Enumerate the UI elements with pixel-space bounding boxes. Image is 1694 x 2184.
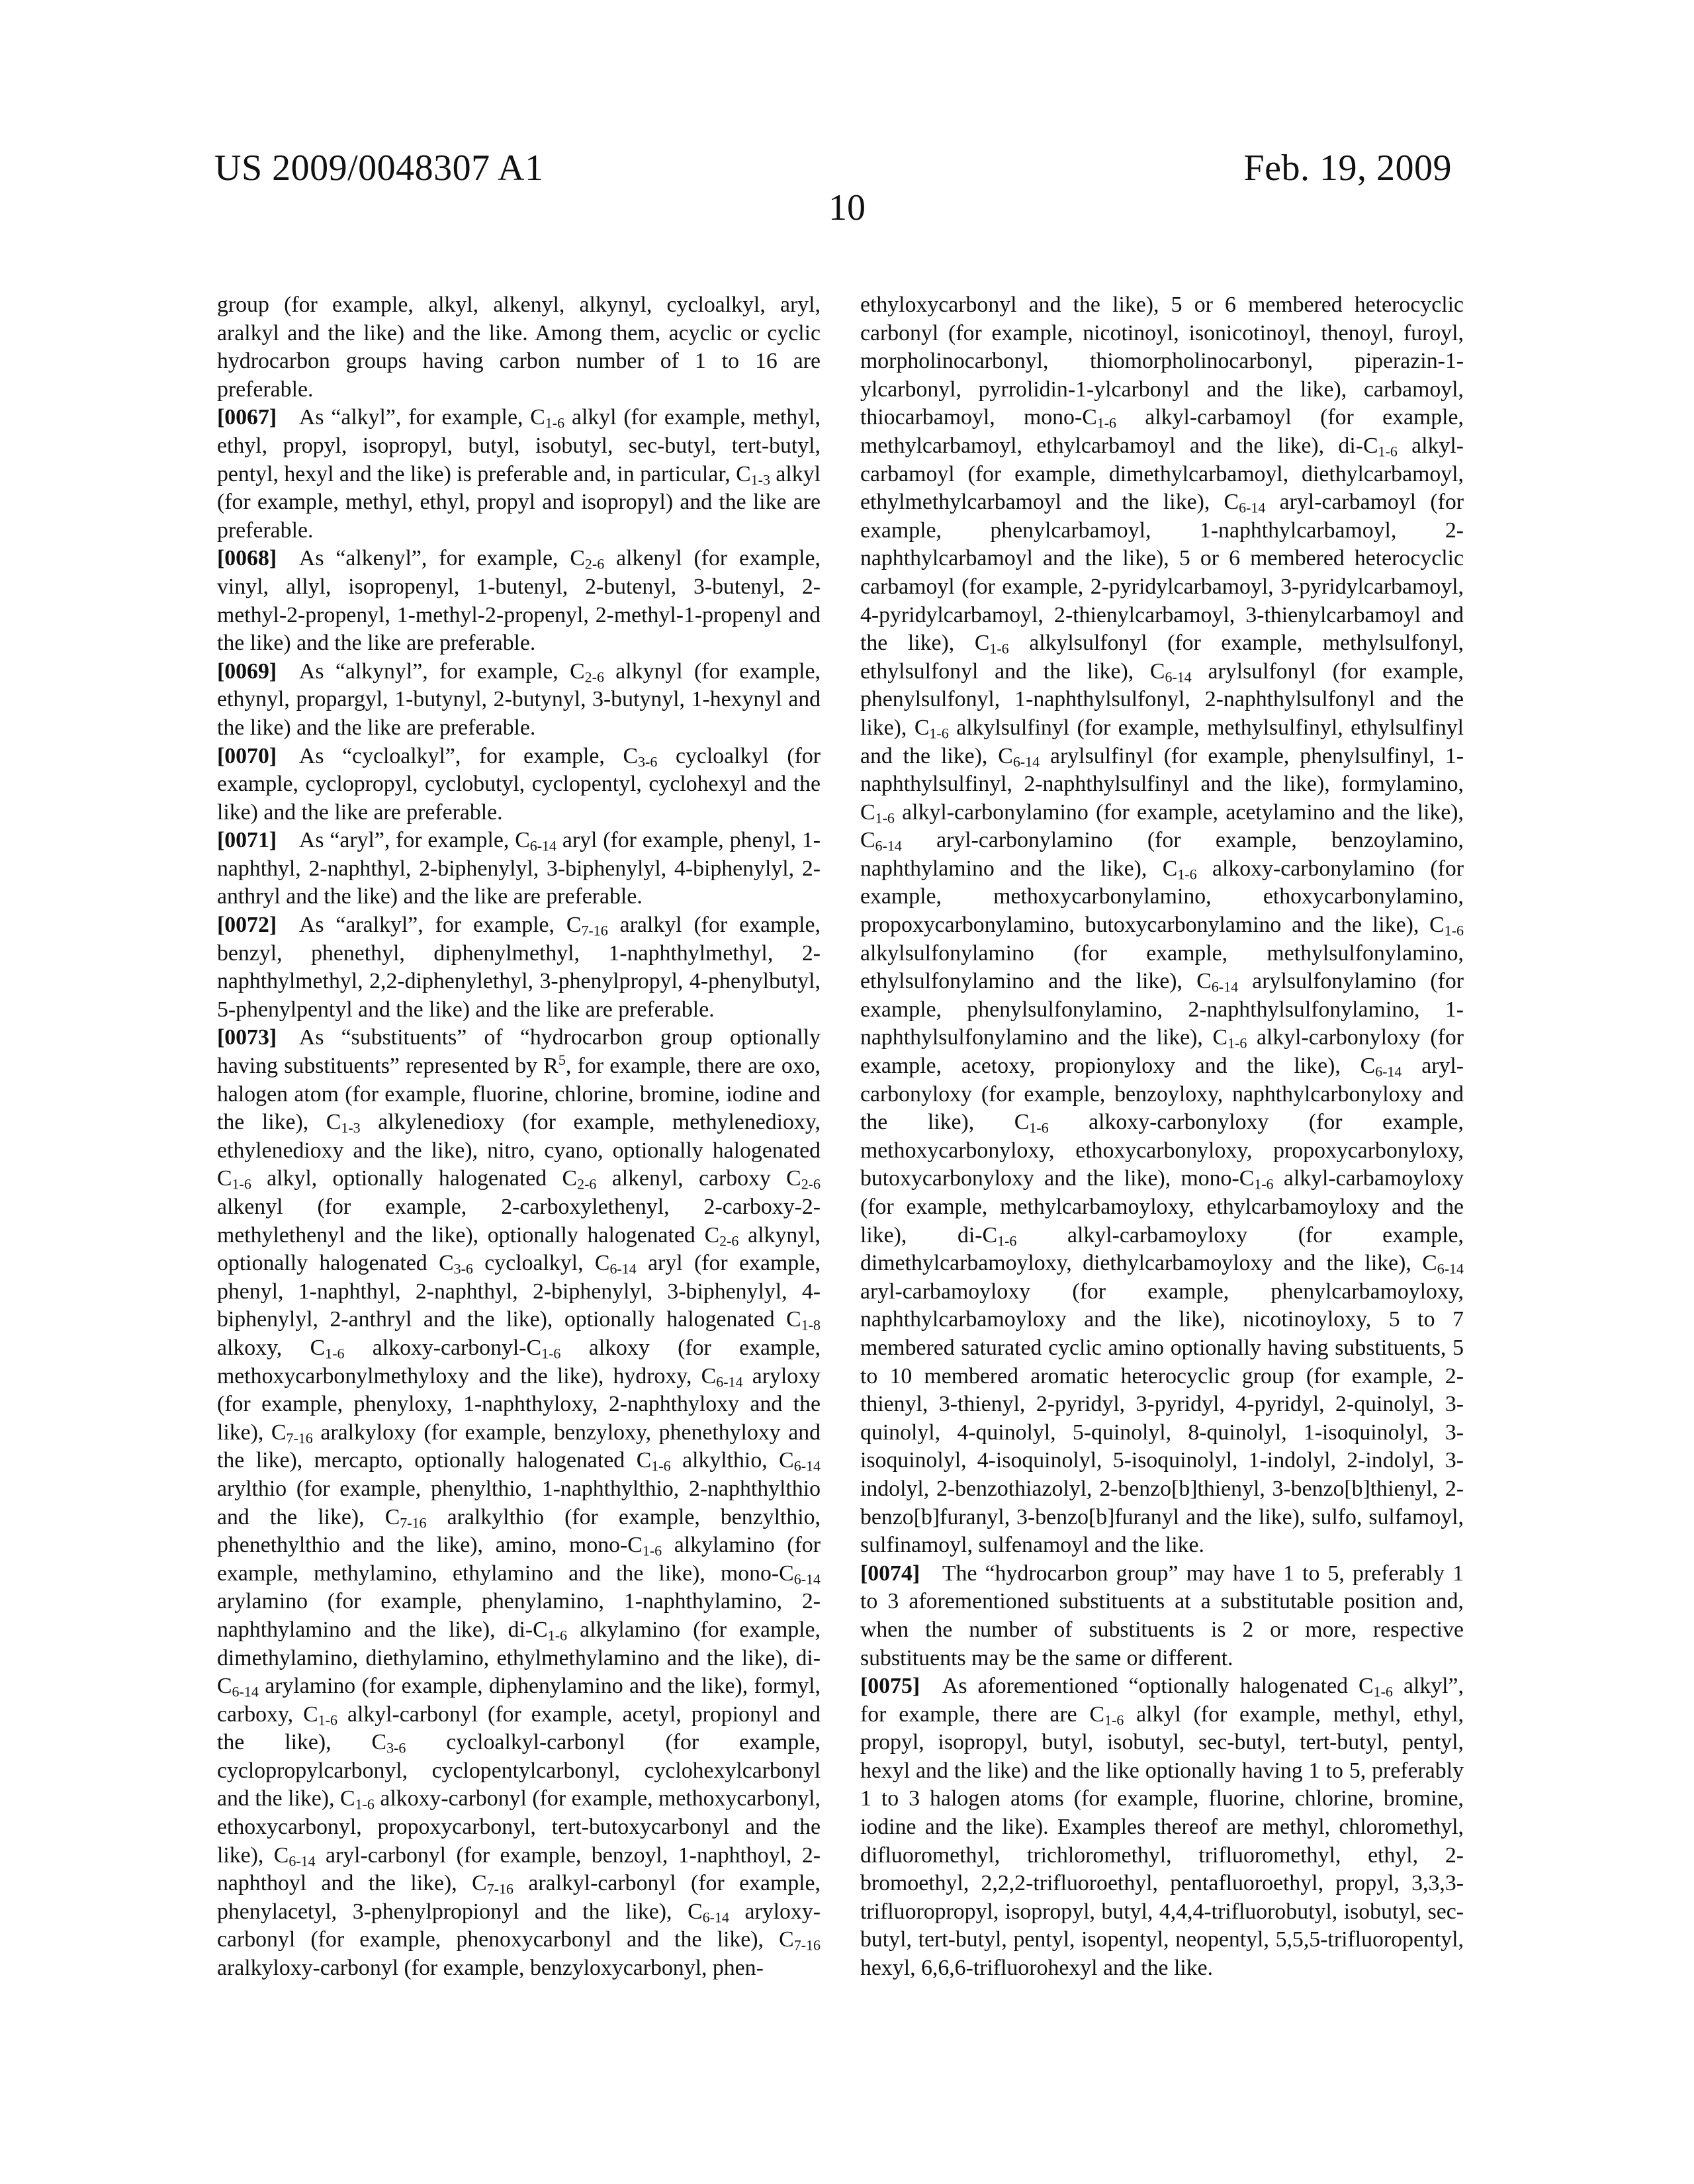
right-text-column <box>860 291 1464 1983</box>
paragraph-text: The “hydrocarbon group” may have 1 to 5, preferably 1 to 3 aforementioned substituents at a substitutable position and, when the number of substituents is 2 or more, respective substituents may be the same or different. <box>860 1561 1464 1670</box>
paragraph-text: As aforementioned “optionally halogenated C1-6 alkyl”, for example, there are C1-6 alkyl (for example, methyl, ethyl, propyl, isopropyl, butyl, isobutyl, sec-butyl, tert-butyl, pentyl, hexyl and the like) and the like optionally having 1 to 5, preferably 1 to 3 halogen atoms (for example, fluorine, chlorine, bromine, iodine and the like). Examples thereof are methyl, chloromethyl, difluoromethyl, trichloromethyl, trifluoromethyl, ethyl, 2-bromoethyl, 2,2,2-trifluoroethyl, pentafluoroethyl, propyl, 3,3,3-trifluoropropyl, isopropyl, butyl, 4,4,4-trifluorobutyl, isobutyl, sec-butyl, tert-butyl, pentyl, isopentyl, neopentyl, 5,5,5-trifluoropentyl, hexyl, 6,6,6-trifluorohexyl and the like. <box>860 1674 1464 1980</box>
paragraph-number: [0071] <box>217 828 277 852</box>
paragraph <box>217 545 821 657</box>
paragraph-number: [0070] <box>217 744 277 768</box>
left-text-column <box>217 291 821 1983</box>
paragraph-number: [0074] <box>860 1561 920 1586</box>
paragraph-text: As “alkenyl”, for example, C2-6 alkenyl (for example, vinyl, allyl, isopropenyl, 1-butenyl, 2-butenyl, 3-butenyl, 2-methyl-2-propenyl, 1-methyl-2-propenyl, 2-methyl-1-propenyl and the like) and the like are preferable. <box>217 546 821 655</box>
paragraph-text: As “aryl”, for example, C6-14 aryl (for example, phenyl, 1-naphthyl, 2-naphthyl, 2-biphenylyl, 3-biphenylyl, 4-biphenylyl, 2-anthryl and the like) and the like are preferable. <box>217 828 821 909</box>
page-number: 10 <box>0 187 1694 229</box>
paragraph-number: [0069] <box>217 659 277 684</box>
publication-date: Feb. 19, 2009 <box>1244 147 1452 189</box>
paragraph <box>217 911 821 1024</box>
paragraph <box>217 658 821 743</box>
paragraph <box>860 1560 1464 1672</box>
paragraph <box>217 404 821 545</box>
paragraph <box>217 743 821 827</box>
paragraph <box>217 291 821 404</box>
paragraph-text: group (for example, alkyl, alkenyl, alkynyl, cycloalkyl, aryl, aralkyl and the like) and the like. Among them, acyclic or cyclic hydrocarbon groups having carbon number of 1 to 16 are preferable. <box>217 293 821 402</box>
paragraph-number: [0073] <box>217 1025 277 1050</box>
paragraph-number: [0072] <box>217 913 277 937</box>
paragraph-text: As “cycloalkyl”, for example, C3-6 cycloalkyl (for example, cyclopropyl, cyclobutyl, cyclopentyl, cyclohexyl and the like) and the like are preferable. <box>217 744 821 825</box>
paragraph <box>860 1672 1464 1983</box>
paragraph-text: As “alkynyl”, for example, C2-6 alkynyl (for example, ethynyl, propargyl, 1-butynyl, 2-butynyl, 3-butynyl, 1-hexynyl and the like) and the like are preferable. <box>217 659 821 740</box>
paragraph-text: ethyloxycarbonyl and the like), 5 or 6 membered heterocyclic carbonyl (for example, nicotinoyl, isonicotinoyl, thenoyl, furoyl, morpholinocarbonyl, thiomorpholinocarbonyl, piperazin-1-ylcarbonyl, pyrrolidin-1-ylcarbonyl and the like), carbamoyl, thiocarbamoyl, mono-C1-6 alkyl-carbamoyl (for example, methylcarbamoyl, ethylcarbamoyl and the like), di-C1-6 alkyl-carbamoyl (for example, dimethylcarbamoyl, diethylcarbamoyl, ethylmethylcarbamoyl and the like), C6-14 aryl-carbamoyl (for example, phenylcarbamoyl, 1-naphthylcarbamoyl, 2-naphthylcarbamoyl and the like), 5 or 6 membered heterocyclic carbamoyl (for example, 2-pyridylcarbamoyl, 3-pyridylcarbamoyl, 4-pyridylcarbamoyl, 2-thienylcarbamoyl, 3-thienylcarbamoyl and the like), C1-6 alkylsulfonyl (for example, methylsulfonyl, ethylsulfonyl and the like), C6-14 arylsulfonyl (for example, phenylsulfonyl, 1-naphthylsulfonyl, 2-naphthylsulfonyl and the like), C1-6 alkylsulfinyl (for example, methylsulfinyl, ethylsulfinyl and the like), C6-14 arylsulfinyl (for example, phenylsulfinyl, 1-naphthylsulfinyl, 2-naphthylsulfinyl and the like), formylamino, C1-6 alkyl-carbonylamino (for example, acetylamino and the like), C6-14 aryl-carbonylamino (for example, benzoylamino, naphthylamino and the like), C1-6 alkoxy-carbonylamino (for example, methoxycarbonylamino, ethoxycarbonylamino, propoxycarbonylamino, butoxycarbonylamino and the like), C1-6 alkylsulfonylamino (for example, methylsulfonylamino, ethylsulfonylamino and the like), C6-14 arylsulfonylamino (for example, phenylsulfonylamino, 2-naphthylsulfonylamino, 1-naphthylsulfonylamino and the like), C1-6 alkyl-carbonyloxy (for example, acetoxy, propionyloxy and the like), C6-14 aryl-carbonyloxy (for example, benzoyloxy, naphthylcarbonyloxy and the like), C1-6 alkoxy-carbonyloxy (for example, methoxycarbonyloxy, ethoxycarbonyloxy, propoxycarbonyloxy, butoxycarbonyloxy and the like), mono-C1-6 alkyl-carbamoyloxy (for example, methylcarbamoyloxy, ethylcarbamoyloxy and the like), di-C1-6 alkyl-carbamoyloxy (for example, dimethylcarbamoyloxy, diethylcarbamoyloxy and the like), C6-14 aryl-carbamoyloxy (for example, phenylcarbamoyloxy, naphthylcarbamoyloxy and the like), nicotinoyloxy, 5 to 7 membered saturated cyclic amino optionally having substituents, 5 to 10 membered aromatic heterocyclic group (for example, 2-thienyl, 3-thienyl, 2-pyridyl, 3-pyridyl, 4-pyridyl, 2-quinolyl, 3-quinolyl, 4-quinolyl, 5-quinolyl, 8-quinolyl, 1-isoquinolyl, 3-isoquinolyl, 4-isoquinolyl, 5-isoquinolyl, 1-indolyl, 2-indolyl, 3-indolyl, 2-benzothiazolyl, 2-benzo[b]thienyl, 3-benzo[b]thienyl, 2-benzo[b]furanyl, 3-benzo[b]furanyl and the like), sulfo, sulfamoyl, sulfinamoyl, sulfenamoyl and the like. <box>860 293 1464 1557</box>
paragraph-number: [0067] <box>217 405 277 430</box>
paragraph-text: As “alkyl”, for example, C1-6 alkyl (for example, methyl, ethyl, propyl, isopropyl, butyl, isobutyl, sec-butyl, tert-butyl, pentyl, hexyl and the like) is preferable and, in particular, C1-3 alkyl (for example, methyl, ethyl, propyl and isopropyl) and the like are preferable. <box>217 405 821 542</box>
paragraph <box>217 1024 821 1982</box>
publication-number: US 2009/0048307 A1 <box>214 147 544 189</box>
paragraph-number: [0068] <box>217 546 277 570</box>
paragraph <box>217 827 821 911</box>
paragraph-text: As “aralkyl”, for example, C7-16 aralkyl (for example, benzyl, phenethyl, diphenylmethyl, 1-naphthylmethyl, 2-naphthylmethyl, 2,2-diphenylethyl, 3-phenylpropyl, 4-phenylbutyl, 5-phenylpentyl and the like) and the like are preferable. <box>217 913 821 1022</box>
paragraph-text: As “substituents” of “hydrocarbon group optionally having substituents” represented by R5, for example, there are oxo, halogen atom (for example, fluorine, chlorine, bromine, iodine and the like), C1-3 alkylenedioxy (for example, methylenedioxy, ethylenedioxy and the like), nitro, cyano, optionally halogenated C1-6 alkyl, optionally halogenated C2-6 alkenyl, carboxy C2-6 alkenyl (for example, 2-carboxylethenyl, 2-carboxy-2-methylethenyl and the like), optionally halogenated C2-6 alkynyl, optionally halogenated C3-6 cycloalkyl, C6-14 aryl (for example, phenyl, 1-naphthyl, 2-naphthyl, 2-biphenylyl, 3-biphenylyl, 4-biphenylyl, 2-anthryl and the like), optionally halogenated C1-8 alkoxy, C1-6 alkoxy-carbonyl-C1-6 alkoxy (for example, methoxycarbonylmethyloxy and the like), hydroxy, C6-14 aryloxy (for example, phenyloxy, 1-naphthyloxy, 2-naphthyloxy and the like), C7-16 aralkyloxy (for example, benzyloxy, phenethyloxy and the like), mercapto, optionally halogenated C1-6 alkylthio, C6-14 arylthio (for example, phenylthio, 1-naphthylthio, 2-naphthylthio and the like), C7-16 aralkylthio (for example, benzylthio, phenethylthio and the like), amino, mono-C1-6 alkylamino (for example, methylamino, ethylamino and the like), mono-C6-14 arylamino (for example, phenylamino, 1-naphthylamino, 2-naphthylamino and the like), di-C1-6 alkylamino (for example, dimethylamino, diethylamino, ethylmethylamino and the like), di-C6-14 arylamino (for example, diphenylamino and the like), formyl, carboxy, C1-6 alkyl-carbonyl (for example, acetyl, propionyl and the like), C3-6 cycloalkyl-carbonyl (for example, cyclopropylcarbonyl, cyclopentylcarbonyl, cyclohexylcarbonyl and the like), C1-6 alkoxy-carbonyl (for example, methoxycarbonyl, ethoxycarbonyl, propoxycarbonyl, tert-butoxycarbonyl and the like), C6-14 aryl-carbonyl (for example, benzoyl, 1-naphthoyl, 2-naphthoyl and the like), C7-16 aralkyl-carbonyl (for example, phenylacetyl, 3-phenylpropionyl and the like), C6-14 aryloxy-carbonyl (for example, phenoxycarbonyl and the like), C7-16 aralkyloxy-carbonyl (for example, benzyloxycarbonyl, phen- <box>217 1025 821 1980</box>
paragraph-number: [0075] <box>860 1674 920 1698</box>
paragraph <box>860 291 1464 1560</box>
